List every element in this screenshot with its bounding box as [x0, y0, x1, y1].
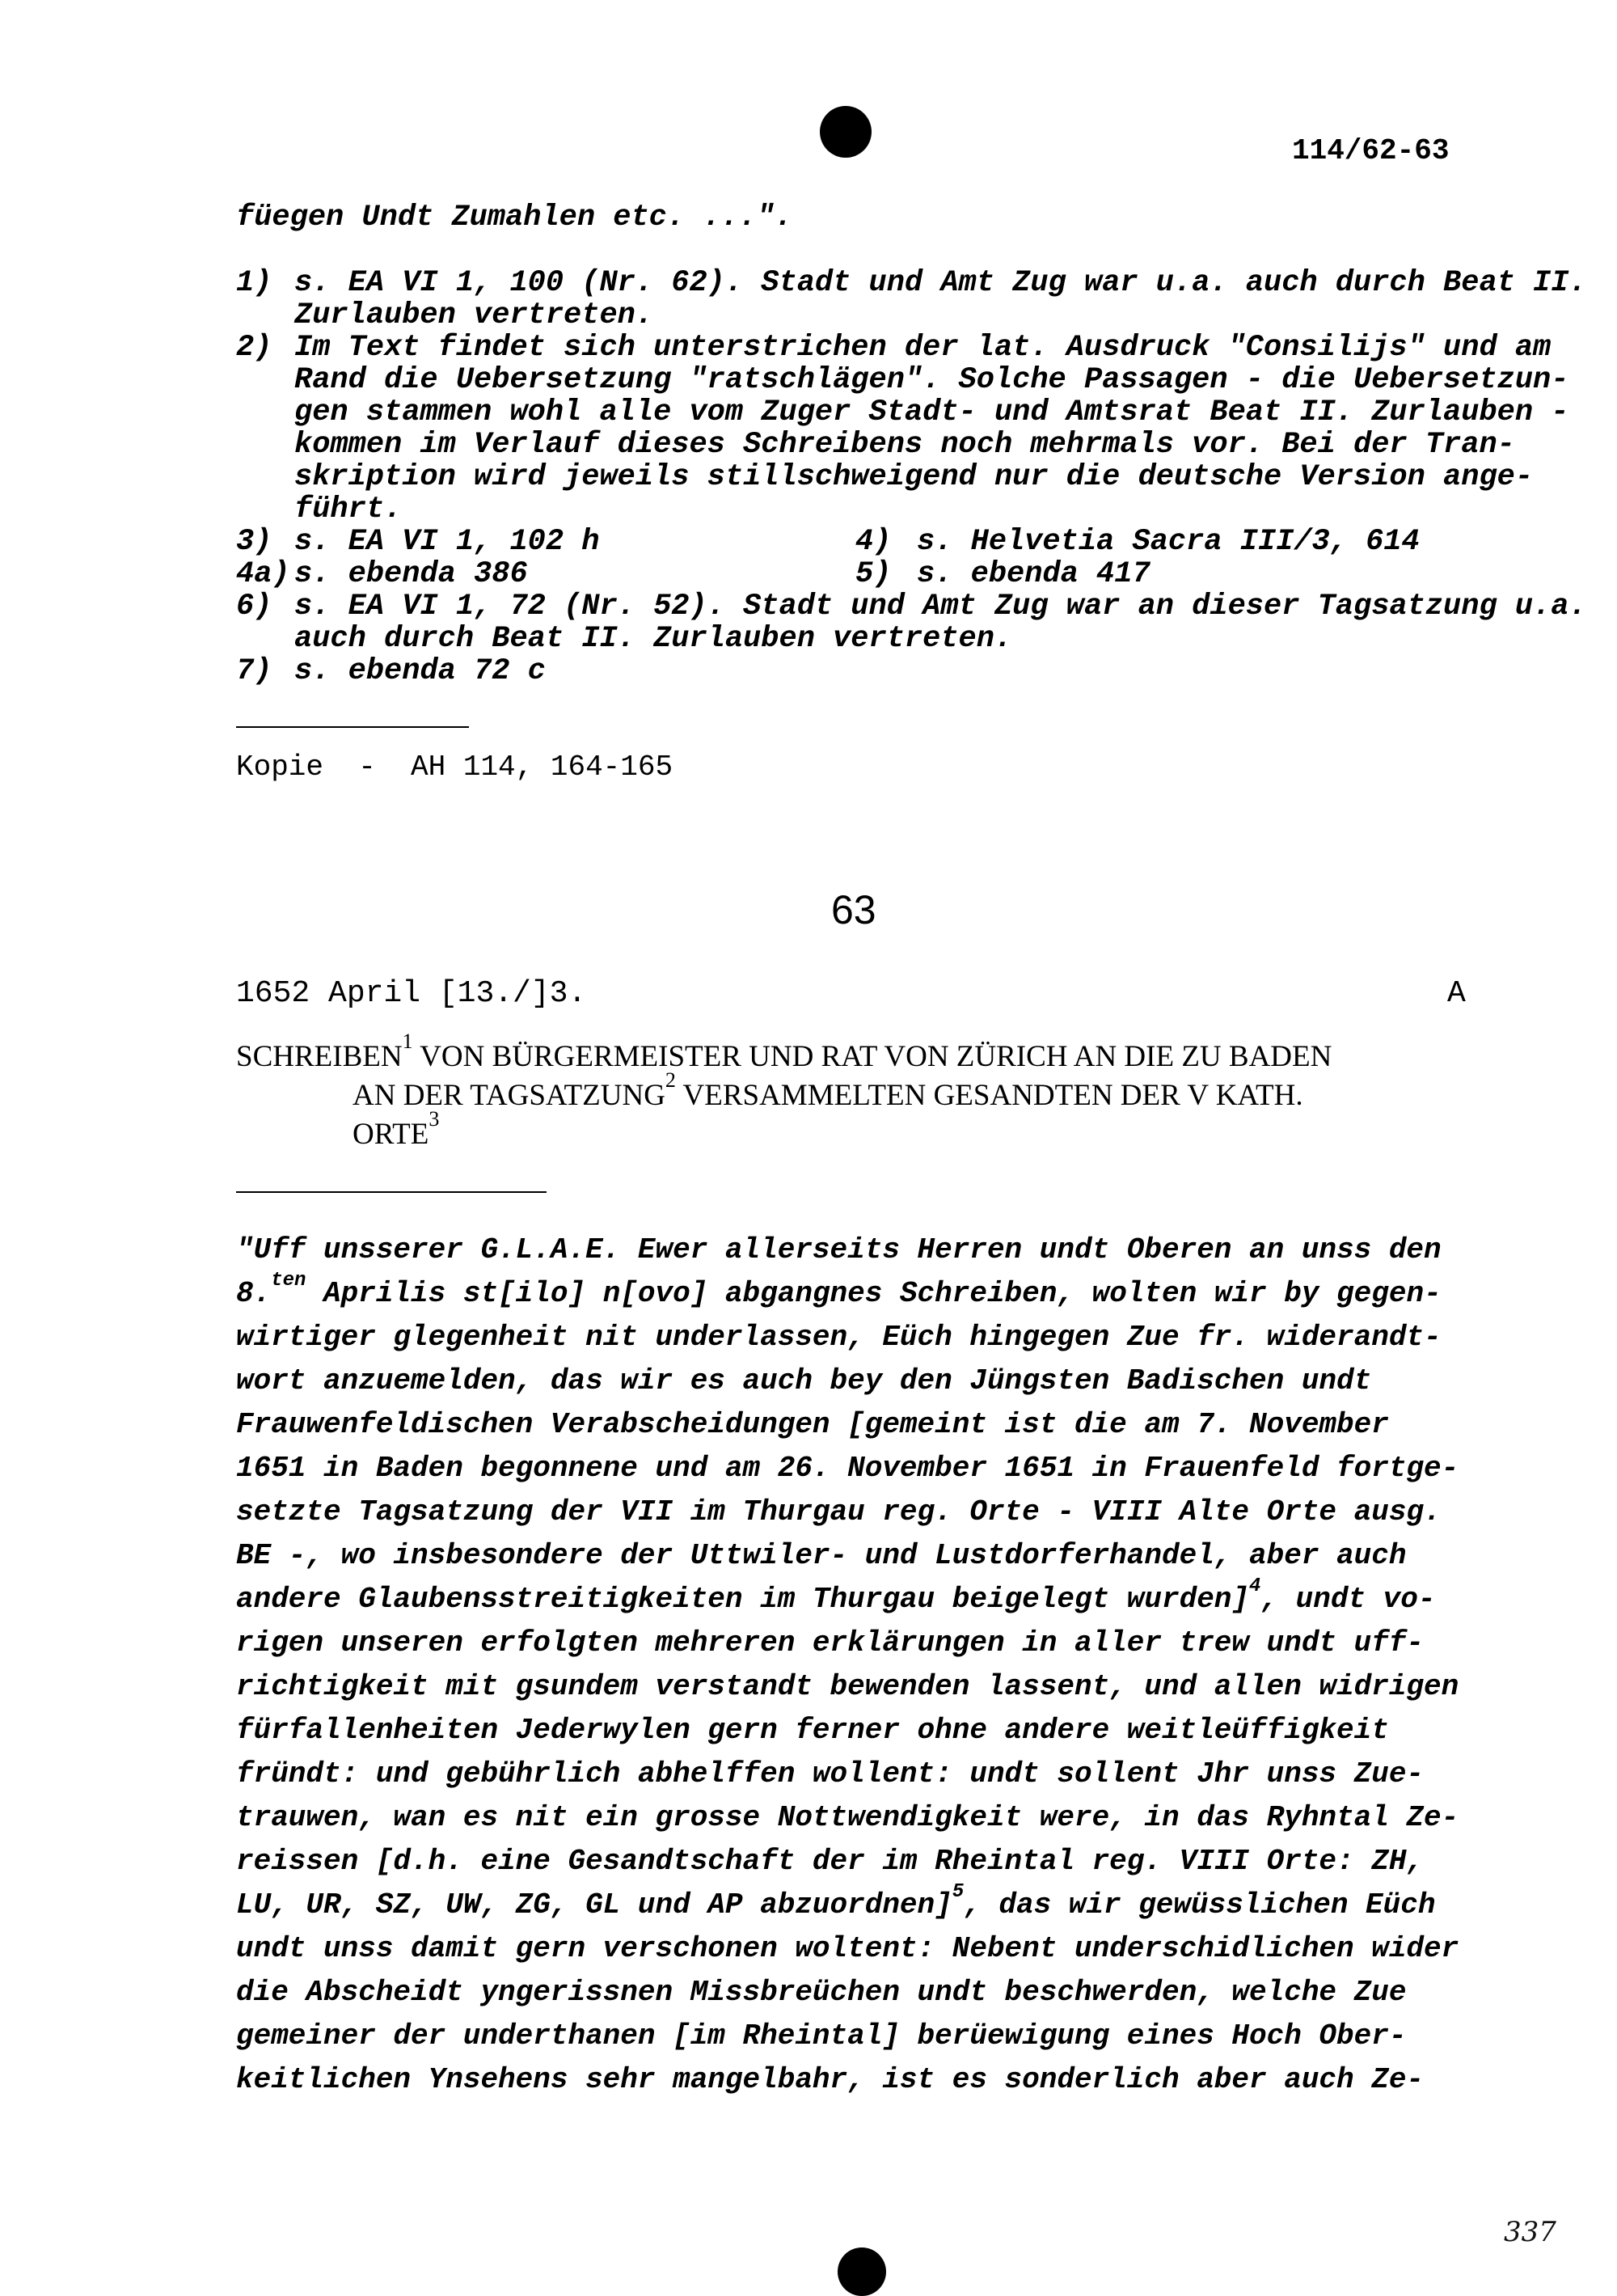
title-text: AN DER TAGSATZUNG	[353, 1079, 665, 1112]
footnote-number: 4a)	[236, 557, 290, 591]
footnote-text: s. ebenda 386	[294, 557, 528, 591]
document-number: 63	[831, 887, 876, 932]
footnote-marker: 3	[429, 1107, 440, 1131]
footnote-text: gen stammen wohl alle vom Zuger Stadt- und Amtsrat Beat II. Zurlauben -	[294, 395, 1569, 429]
footnote-number: 5)	[855, 557, 892, 591]
body-line: BE -, wo insbesondere der Uttwiler- und Lustdorferhandel, aber auch	[236, 1539, 1407, 1572]
footnote-number: 7)	[236, 654, 272, 688]
footnote-text: s. ebenda 417	[917, 557, 1150, 591]
body-line: fründt: und gebührlich abhelffen wollent: undt sollent Jhr unss Zue-	[236, 1757, 1425, 1791]
footnote-text: s. ebenda 72 c	[294, 654, 546, 688]
title-text: VON BÜRGERMEISTER UND RAT VON ZÜRICH AN DIE ZU BADEN	[412, 1040, 1332, 1073]
footnote-number: 6)	[236, 590, 272, 624]
footnote-text: Rand die Uebersetzung "ratschlägen". Solche Passagen - die Uebersetzun-	[294, 363, 1569, 397]
punch-hole-bottom	[838, 2247, 886, 2296]
footnote-text: Zurlauben vertreten.	[294, 298, 654, 332]
footnote-text: s. EA VI 1, 72 (Nr. 52). Stadt und Amt Zug war an dieser Tagsatzung u.a.	[294, 590, 1587, 624]
body-text: , das wir gewüsslichen Eüch	[964, 1888, 1436, 1922]
body-line: reissen [d.h. eine Gesandtschaft der im Rheintal reg. VIII Orte: ZH,	[236, 1845, 1425, 1878]
body-line	[236, 1270, 1442, 1310]
footnote-text: auch durch Beat II. Zurlauben vertreten.	[294, 622, 1013, 656]
body-line: die Abscheidt yngerissnen Missbreüchen undt beschwerden, welche Zue	[236, 1976, 1407, 2009]
document-date: 1652 April [13./]3.	[236, 976, 587, 1011]
title-text: VERSAMMELTEN GESANDTEN DER V KATH.	[675, 1079, 1303, 1112]
document-letter: A	[1447, 976, 1466, 1011]
body-text: LU, UR, SZ, UW, ZG, GL und AP abzuordnen]	[236, 1888, 952, 1922]
footnote-text: führt.	[294, 493, 403, 526]
footnote-text: s. EA VI 1, 102 h	[294, 525, 600, 559]
body-line: 1651 in Baden begonnene und am 26. November 1651 in Frauenfeld fortge-	[236, 1452, 1459, 1485]
body-line: setzte Tagsatzung der VII im Thurgau reg. Orte - VIII Alte Orte ausg.	[236, 1495, 1442, 1529]
body-text: 8.	[236, 1277, 272, 1310]
superscript: ten	[271, 1270, 306, 1292]
footnote-marker: 4	[1249, 1575, 1261, 1597]
body-line: wort anzuemelden, das wir es auch bey den Jüngsten Badischen undt	[236, 1364, 1372, 1397]
body-line: trauwen, wan es nit ein grosse Nottwendigkeit were, in das Ryhntal Ze-	[236, 1801, 1459, 1834]
body-text: , undt vo-	[1260, 1583, 1436, 1616]
body-line: richtigkeit mit gsundem verstandt bewenden lassent, und allen widrigen	[236, 1670, 1459, 1703]
footnote-marker: 1	[402, 1030, 413, 1053]
footnote-text: kommen im Verlauf dieses Schreibens noch mehrmals vor. Bei der Tran-	[294, 428, 1515, 462]
footnote-number: 4)	[855, 525, 892, 559]
footnote-text: s. EA VI 1, 100 (Nr. 62). Stadt und Amt Zug war u.a. auch durch Beat II.	[294, 266, 1587, 300]
punch-hole-top	[820, 106, 872, 158]
title-line	[353, 1107, 440, 1152]
title-text: SCHREIBEN	[236, 1040, 403, 1073]
footnote-divider	[236, 726, 469, 728]
footnote-text: skription wird jeweils stillschweigend nur die deutsche Version ange-	[294, 460, 1534, 494]
body-line	[236, 1575, 1436, 1616]
body-line: fürfallenheiten Jederwylen gern ferner ohne andere weitleüffigkeit	[236, 1714, 1389, 1747]
handwritten-page-number: 337	[1504, 2216, 1556, 2248]
title-text: ORTE	[353, 1118, 429, 1151]
footnote-text: Im Text findet sich unterstrichen der lat. Ausdruck "Consilijs" und am	[294, 331, 1552, 365]
footnote-number: 2)	[236, 331, 272, 365]
body-line: "Uff unsserer G.L.A.E. Ewer allerseits Herren undt Oberen an unss den	[236, 1233, 1442, 1266]
title-line	[353, 1068, 1303, 1113]
body-line: undt unss damit gern verschonen woltent: Nebent underschidlichen wider	[236, 1932, 1459, 1965]
body-text: andere Glaubensstreitigkeiten im Thurgau beigelegt wurden]	[236, 1583, 1250, 1616]
continuation-line: füegen Undt Zumahlen etc. ...".	[236, 201, 793, 235]
footnote-text: s. Helvetia Sacra III/3, 614	[917, 525, 1420, 559]
footnote-number: 1)	[236, 266, 272, 300]
page-reference: 114/62-63	[1292, 134, 1450, 167]
body-line	[236, 1881, 1436, 1922]
title-divider	[236, 1191, 547, 1193]
body-text: Aprilis st[ilo] n[ovo] abgangnes Schreiben, wolten wir by gegen-	[306, 1277, 1442, 1310]
body-line: Frauwenfeldischen Verabscheidungen [gemeint ist die am 7. November	[236, 1408, 1389, 1441]
footnote-marker: 5	[952, 1881, 965, 1903]
footnote-marker: 2	[665, 1068, 676, 1092]
body-line: gemeiner der underthanen [im Rheintal] berüewigung eines Hoch Ober-	[236, 2019, 1407, 2053]
footnote-number: 3)	[236, 525, 272, 559]
body-line: keitlichen Ynsehens sehr mangelbahr, ist es sonderlich aber auch Ze-	[236, 2063, 1425, 2096]
body-line: rigen unseren erfolgten mehreren erklärungen in aller trew undt uff-	[236, 1626, 1425, 1660]
title-line	[236, 1030, 1332, 1074]
body-line: wirtiger glegenheit nit underlassen, Eüch hingegen Zue fr. widerandt-	[236, 1321, 1442, 1354]
source-reference: Kopie - AH 114, 164-165	[236, 751, 673, 784]
